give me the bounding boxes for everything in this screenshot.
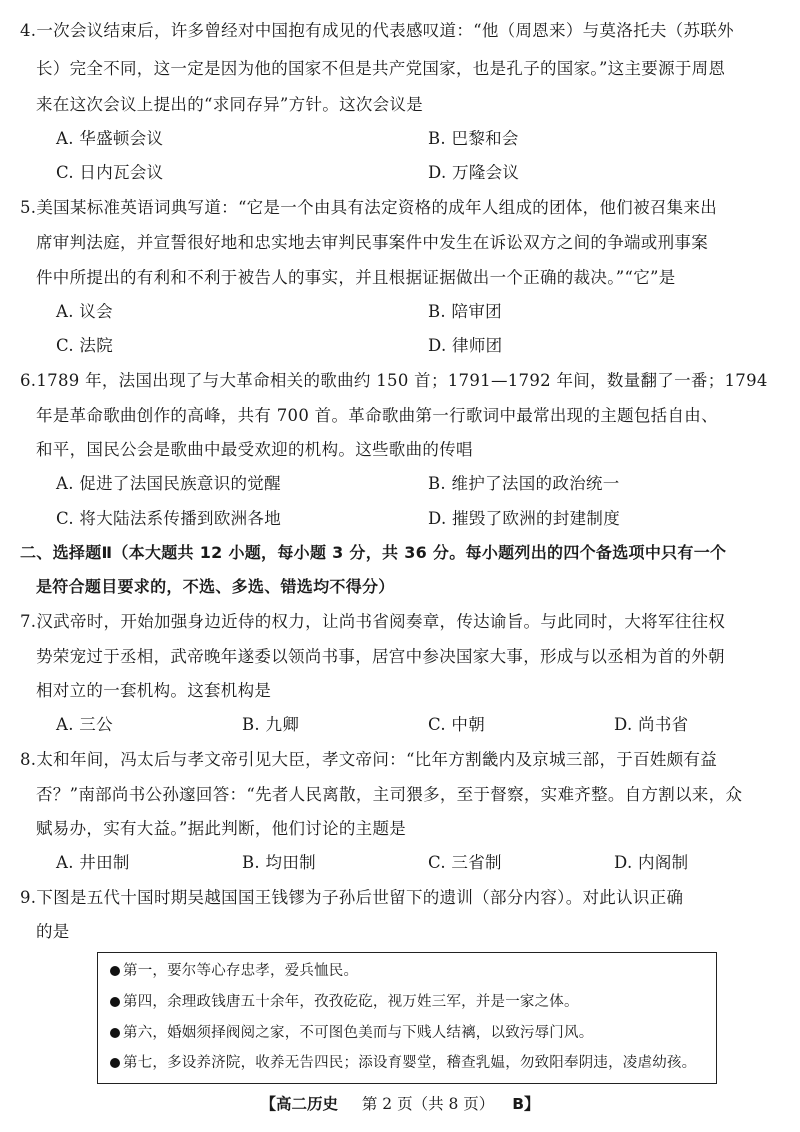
- question-7-line-3: 相对立的一套机构。这套机构是: [36, 681, 272, 700]
- question-7-option-b: B. 九卿: [242, 715, 300, 734]
- bullet-icon: [110, 997, 120, 1007]
- question-4-line-2: 长）完全不同，这一定是因为他的国家不但是共产党国家，也是孔子的国家。”这主要源于周恩: [36, 59, 726, 78]
- question-6-line-1: 6.1789 年，法国出现了与大革命相关的歌曲约 150 首；1791—1792 年间，数量翻了一番；1794: [20, 371, 768, 390]
- question-8-option-b: B. 均田制: [242, 853, 316, 872]
- testament-item-6: [110, 1023, 593, 1043]
- question-5-option-b: B. 陪审团: [428, 302, 502, 321]
- question-4-option-d: D. 万隆会议: [428, 163, 520, 182]
- question-6-line-3: 和平，国民公会是歌曲中最受欢迎的机构。这些歌曲的传唱: [36, 440, 473, 459]
- question-4-line-3: 来在这次会议上提出的“求同存异”方针。这次会议是: [36, 95, 424, 114]
- question-4-option-c: C. 日内瓦会议: [56, 163, 164, 182]
- question-6-option-b: B. 维护了法国的政治统一: [428, 474, 620, 493]
- testament-item-4: [110, 992, 579, 1012]
- testament-item-7: [110, 1053, 696, 1073]
- footer-version: B】: [512, 1095, 540, 1113]
- question-5-option-a: A. 议会: [56, 302, 113, 321]
- testament-item-1: [110, 961, 358, 981]
- testament-item-6-text: 第六，婚姻须择阀阅之家，不可图色美而与下贱人结褵，以致污辱门风。: [123, 1025, 594, 1041]
- question-5-option-c: C. 法院: [56, 336, 114, 355]
- question-8-line-2: 否？”南部尚书公孙邃回答：“先者人民离散，主司猥多，至于督察，实难齐整。自方割以来，众: [36, 785, 743, 804]
- question-7-line-1: 7.汉武帝时，开始加强身边近侍的权力，让尚书省阅奏章，传达谕旨。与此同时，大将军往往权: [20, 612, 726, 631]
- section-2-line-2: 是符合题目要求的，不选、多选、错选均不得分）: [36, 577, 395, 596]
- question-8-option-a: A. 井田制: [56, 853, 130, 872]
- testament-item-4-text: 第四，余理政钱唐五十余年，孜孜矻矻，视万姓三军，并是一家之体。: [123, 994, 579, 1010]
- question-8-option-c: C. 三省制: [428, 853, 502, 872]
- testament-item-1-text: 第一，要尔等心存忠孝，爱兵恤民。: [123, 963, 359, 979]
- question-5-line-1: 5.美国某标准英语词典写道：“它是一个由具有法定资格的成年人组成的团体，他们被召集来出: [20, 198, 718, 217]
- page-footer: [0, 1093, 800, 1115]
- testament-box: [97, 952, 717, 1084]
- question-8-option-d: D. 内阁制: [614, 853, 689, 872]
- footer-subject: 【高二历史: [260, 1095, 338, 1113]
- question-4-option-b: B. 巴黎和会: [428, 129, 519, 148]
- question-6-line-2: 年是革命歌曲创作的高峰，共有 700 首。革命歌曲第一行歌词中最常出现的主题包括自由、: [36, 406, 718, 425]
- question-7-line-2: 势荣宠过于丞相，武帝晚年遂委以领尚书事，居宫中参决国家大事，形成与以丞相为首的外朝: [36, 647, 725, 666]
- question-6-option-d: D. 摧毁了欧洲的封建制度: [428, 509, 621, 528]
- question-8-line-3: 赋易办，实有大益。”据此判断，他们讨论的主题是: [36, 819, 407, 838]
- question-4-option-a: A. 华盛顿会议: [56, 129, 164, 148]
- question-7-option-d: D. 尚书省: [614, 715, 689, 734]
- testament-item-7-text: 第七，多设养济院，收养无告四民；添设育婴堂，稽查乳媪，勿致阳奉阴违，凌虐幼孩。: [123, 1055, 697, 1071]
- question-5-option-d: D. 律师团: [428, 336, 503, 355]
- question-4-line-1: 4.一次会议结束后，许多曾经对中国抱有成见的代表感叹道：“他（周恩来）与莫洛托夫（苏联外: [20, 21, 734, 40]
- question-9-line-1: 9.下图是五代十国时期吴越国国王钱镠为子孙后世留下的遗训（部分内容）。对此认识正确: [20, 888, 684, 907]
- footer-page-number: 第 2 页（共 8 页）: [361, 1095, 495, 1113]
- question-7-option-a: A. 三公: [56, 715, 113, 734]
- question-5-line-2: 席审判法庭，并宣誓很好地和忠实地去审判民事案件中发生在诉讼双方之间的争端或刑事案: [36, 233, 708, 252]
- question-6-option-a: A. 促进了法国民族意识的觉醒: [56, 474, 281, 493]
- question-7-option-c: C. 中朝: [428, 715, 486, 734]
- bullet-icon: [110, 1058, 120, 1068]
- question-9-line-2: 的是: [36, 922, 70, 941]
- question-5-line-3: 件中所提出的有利和不利于被告人的事实，并且根据证据做出一个正确的裁决。”“它”是: [36, 268, 676, 287]
- bullet-icon: [110, 1028, 120, 1038]
- bullet-icon: [110, 966, 120, 976]
- question-8-line-1: 8.太和年间，冯太后与孝文帝引见大臣，孝文帝问：“比年方割畿内及京城三部，于百姓颇有益: [20, 750, 718, 769]
- section-2-line-1: 二、选择题Ⅱ（本大题共 12 小题，每小题 3 分，共 36 分。每小题列出的四个备选项中只有一个: [20, 543, 727, 562]
- question-6-option-c: C. 将大陆法系传播到欧洲各地: [56, 509, 282, 528]
